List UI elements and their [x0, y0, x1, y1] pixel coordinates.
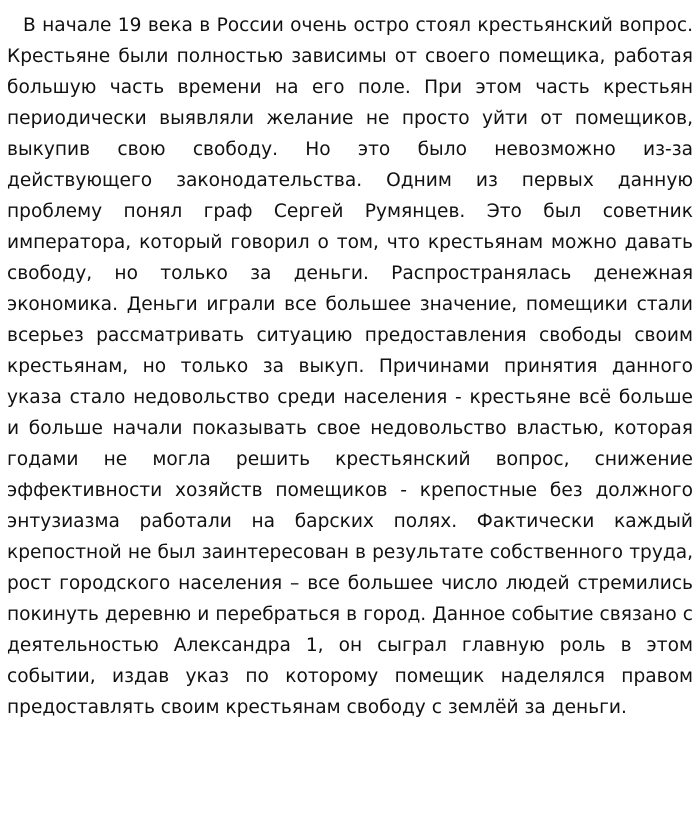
body-paragraph: В начале 19 века в России очень остро стоял крестьянский вопрос. Крестьяне были полностью зависимы от своего помещика, работая большую часть времени на его поле. При этом часть крестьян периодически выявляли желание не просто уйти от помещиков, выкупив свою свободу. Но это было невозможно из-за действующего законодательства. Одним из первых данную проблему понял граф Сергей Румянцев. Это был советник императора, который говорил о том, что крестьянам можно давать свободу, но только за деньги. Распространялась денежная экономика. Деньги играли все большее значение, помещики стали всерьез рассматривать ситуацию предоставления свободы своим крестьянам, но только за выкуп. Причинами принятия данного указа стало недовольство среди населения - крестьяне всё больше и больше начали показывать свое недовольство властью, которая годами не могла решить крестьянский вопрос, снижение эффективности хозяйств помещиков - крепостные без должного энтузиазма работали на барских полях. Фактически каждый крепостной не был заинтересован в результате собственного труда, рост городского населения – все большее число людей стремились покинуть деревню и перебраться в город. Данное событие связано с деятельностью Александра 1, он сыграл главную роль в этом событии, издав указ по которому помещик наделялся правом предоставлять своим крестьянам свободу с землёй за деньги.	[7, 15, 693, 718]
document-page	[7, 10, 693, 723]
